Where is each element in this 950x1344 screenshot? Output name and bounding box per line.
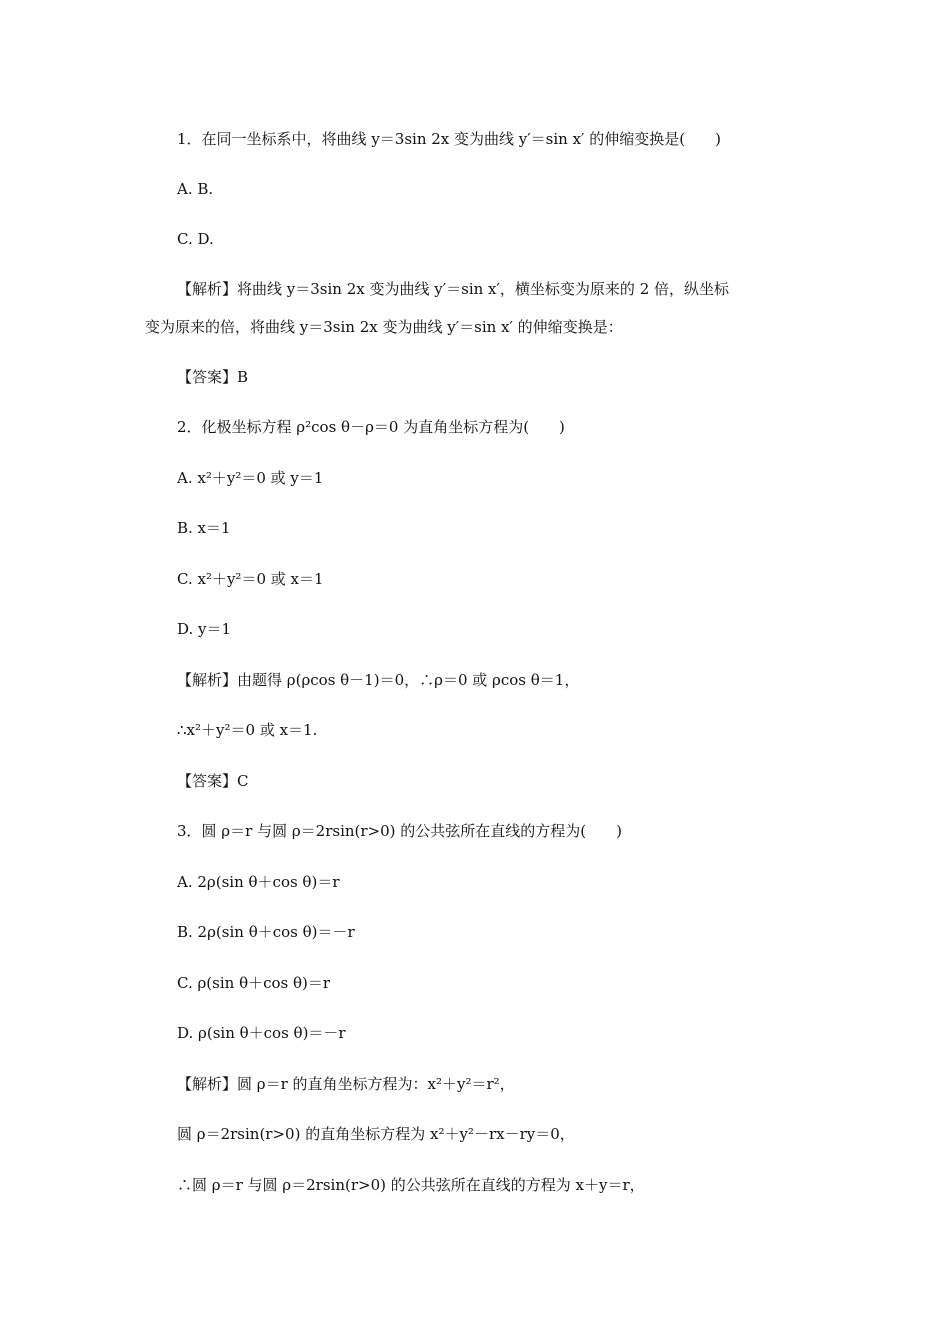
question-2-option-b: B. x＝1 <box>177 519 231 537</box>
question-1-answer: 【答案】B <box>177 368 249 386</box>
question-1-analysis-line-2: 变为原来的倍，将曲线 y＝3sin 2x 变为曲线 y′＝sin x′ 的伸缩变换是： <box>145 318 623 336</box>
question-3: 3．圆 ρ＝r 与圆 ρ＝2rsin(r>0) 的公共弦所在直线的方程为( ) <box>177 822 622 840</box>
question-2-answer: 【答案】C <box>177 772 249 790</box>
question-3-analysis-line-1: 【解析】圆 ρ＝r 的直角坐标方程为：x²＋y²＝r²， <box>177 1075 515 1093</box>
question-2-option-d: D. y＝1 <box>177 620 232 638</box>
question-2: 2．化极坐标方程 ρ²cos θ－ρ＝0 为直角坐标方程为( ) <box>177 418 565 436</box>
question-3-option-d: D. ρ(sin θ＋cos θ)＝－r <box>177 1024 346 1042</box>
question-1-options-cd: C. D. <box>177 230 214 248</box>
question-3-option-a: A. 2ρ(sin θ＋cos θ)＝r <box>177 873 340 891</box>
question-3-analysis-line-3: ∴圆 ρ＝r 与圆 ρ＝2rsin(r>0) 的公共弦所在直线的方程为 x＋y＝r， <box>177 1176 645 1194</box>
question-2-option-a: A. x²＋y²＝0 或 y＝1 <box>177 469 324 487</box>
question-2-analysis-line-2: ∴x²＋y²＝0 或 x＝1. <box>177 721 318 739</box>
question-1: 1．在同一坐标系中，将曲线 y＝3sin 2x 变为曲线 y′＝sin x′ 的伸缩变换是( ) <box>177 130 721 148</box>
question-1-options-ab: A. B. <box>177 180 214 198</box>
question-2-analysis-line-1: 【解析】由题得 ρ(ρcos θ－1)＝0，∴ρ＝0 或 ρcos θ＝1， <box>177 671 580 689</box>
question-2-option-c: C. x²＋y²＝0 或 x＝1 <box>177 570 324 588</box>
question-3-option-c: C. ρ(sin θ＋cos θ)＝r <box>177 974 331 992</box>
question-3-analysis-line-2: 圆 ρ＝2rsin(r>0) 的直角坐标方程为 x²＋y²－rx－ry＝0， <box>177 1125 575 1143</box>
question-3-option-b: B. 2ρ(sin θ＋cos θ)＝－r <box>177 923 355 941</box>
question-1-analysis-line-1: 【解析】将曲线 y＝3sin 2x 变为曲线 y′＝sin x′，横坐标变为原来的 2 倍，纵坐标 <box>177 280 729 298</box>
